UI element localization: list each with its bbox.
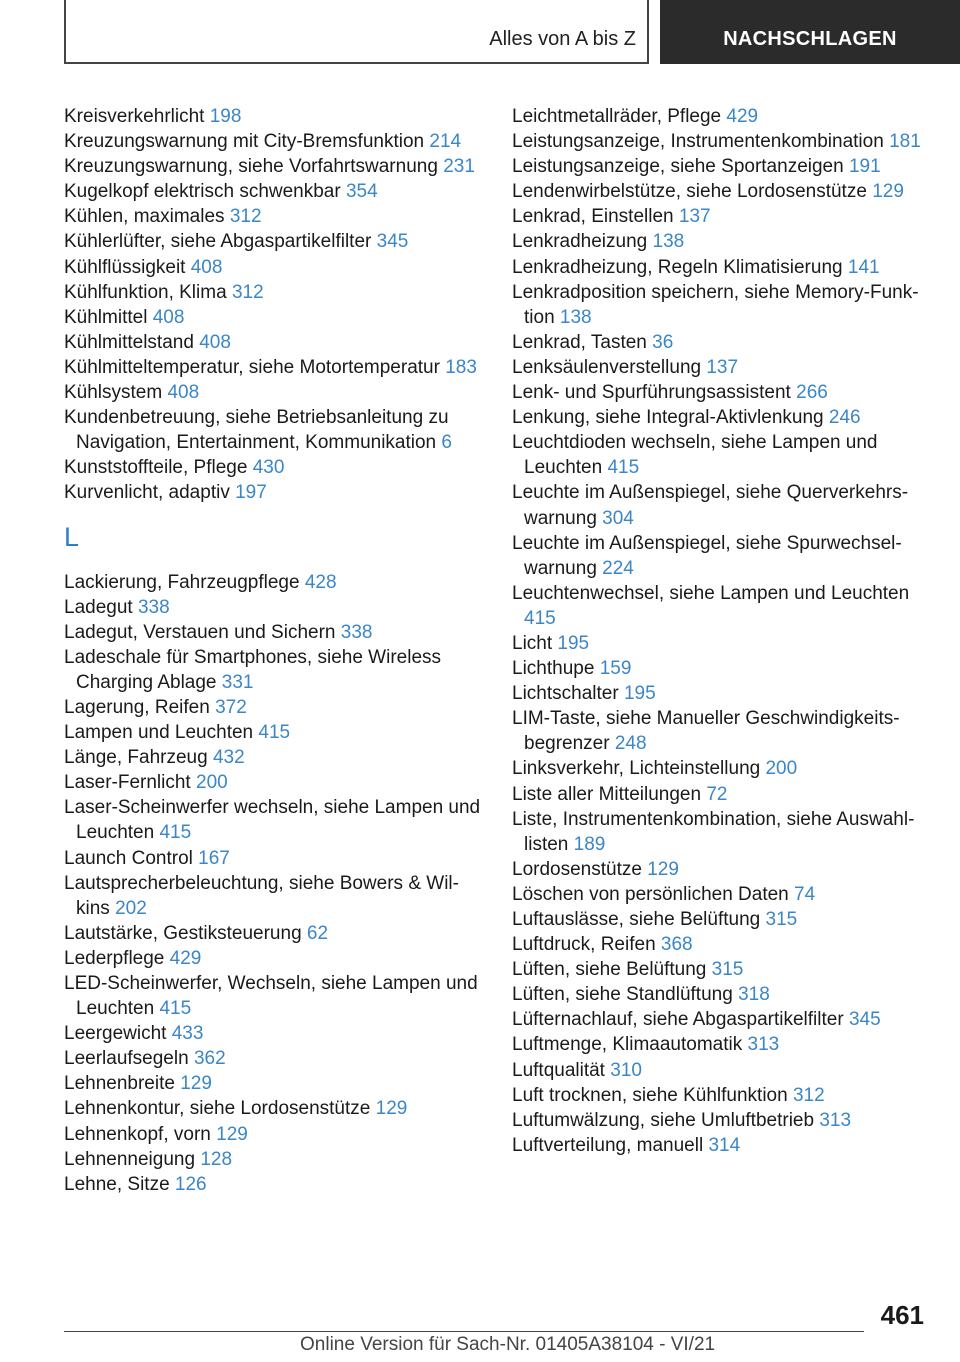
index-page-link[interactable]: 137 (706, 356, 739, 378)
index-entry (512, 255, 932, 280)
index-entry-term: Lampen und Leuchten (64, 722, 254, 744)
index-page-link[interactable]: 312 (792, 1084, 825, 1106)
index-entry (64, 204, 484, 229)
index-page-link[interactable]: 429 (726, 106, 759, 127)
index-page-link[interactable]: 246 (828, 407, 861, 429)
index-page-link[interactable]: 354 (345, 181, 378, 203)
index-entry-term: Kurvenlicht, adaptiv (64, 482, 230, 504)
index-page-link[interactable]: 128 (200, 1148, 233, 1170)
index-entry-term: Lehne, Sitze (64, 1173, 170, 1195)
index-entry (512, 782, 932, 807)
index-entry (64, 154, 484, 179)
index-page-link[interactable]: 202 (115, 897, 147, 919)
index-entry-term: Kreuzungswarnung, siehe Vorfahrtswarnung (64, 156, 438, 178)
index-page-link[interactable]: 167 (198, 847, 230, 869)
index-entry (512, 229, 932, 254)
index-entry-term: Leuchtdioden wechseln, siehe Lampen und Leuchten (512, 432, 878, 479)
index-entry-term: Kühlerlüfter, siehe Abgaspartikelfilter (64, 231, 372, 253)
index-entry (512, 982, 932, 1007)
index-page-link[interactable]: 72 (706, 783, 728, 805)
footer-rule (64, 1331, 864, 1332)
index-page-link[interactable]: 408 (190, 256, 223, 278)
index-page-link[interactable]: 331 (221, 671, 254, 693)
index-page-link[interactable]: 214 (429, 131, 462, 153)
index-entry (64, 871, 484, 921)
index-entry-term: Kühlsystem (64, 382, 163, 404)
index-entry-term: Lenkradheizung (512, 231, 648, 253)
index-entry (64, 745, 484, 770)
index-page-link[interactable]: 310 (610, 1059, 642, 1081)
index-page-link[interactable]: 415 (607, 457, 640, 479)
index-entry-term: Lehnenkopf, vorn (64, 1123, 211, 1145)
index-entry (512, 129, 932, 154)
section-title: Alles von A bis Z (489, 28, 636, 50)
index-column-left (64, 104, 484, 1197)
index-page-link[interactable]: 200 (196, 772, 228, 794)
index-entry (64, 405, 484, 455)
online-version-note: Online Version für Sach-Nr. 01405A38104 - VI/21 (300, 1334, 716, 1355)
index-entry (512, 1032, 932, 1057)
index-entry-term: Lendenwirbelstütze, siehe Lordosenstütze (512, 181, 867, 203)
index-entry-term: Licht (512, 632, 553, 654)
index-entry (64, 229, 484, 254)
index-page-link[interactable]: 408 (199, 331, 231, 353)
index-entry (512, 1133, 932, 1158)
index-entry-term: LIM-Taste, siehe Manueller Geschwindigkeitsbegrenzer (512, 708, 900, 755)
index-entry (64, 255, 484, 280)
index-entry-term: Leistungsanzeige, Instrumentenkombination (512, 131, 884, 153)
index-entry-term: Luftqualität (512, 1059, 605, 1081)
index-page-link[interactable]: 6 (441, 432, 452, 454)
index-entry (64, 595, 484, 620)
index-entry (64, 129, 484, 154)
index-entry-term: Lenk- und Spurführungsassistent (512, 382, 791, 404)
index-entry (512, 1108, 932, 1133)
chapter-tab-label: NACHSCHLAGEN (723, 27, 897, 50)
index-page-link[interactable]: 266 (796, 382, 828, 404)
index-entry (512, 531, 932, 581)
index-entry (64, 645, 484, 695)
index-page-link[interactable]: 248 (614, 733, 647, 755)
index-page-link[interactable]: 189 (573, 833, 606, 855)
index-page-link[interactable]: 191 (848, 156, 881, 178)
index-entry (512, 756, 932, 781)
index-entry (64, 1096, 484, 1121)
index-entry (64, 330, 484, 355)
index-entry (64, 971, 484, 1021)
index-entry-term: Lagerung, Reifen (64, 696, 210, 718)
index-page-link[interactable]: 138 (652, 231, 685, 253)
index-page-link[interactable]: 428 (304, 571, 337, 593)
index-entry (512, 204, 932, 229)
index-page-link[interactable]: 304 (602, 507, 634, 529)
index-page-link[interactable]: 368 (660, 934, 693, 956)
index-entry (64, 1021, 484, 1046)
header-rule-bottom (64, 62, 649, 64)
index-entry-term: Luftverteilung, manuell (512, 1134, 704, 1156)
index-entry-term: Kühlflüssigkeit (64, 256, 186, 278)
index-entry (64, 946, 484, 971)
index-entry (64, 720, 484, 745)
index-entry (512, 882, 932, 907)
index-page-link[interactable]: 315 (711, 959, 744, 981)
index-page-link[interactable]: 408 (152, 306, 185, 328)
index-entry-term: Lichthupe (512, 658, 595, 680)
index-page-link[interactable]: 362 (193, 1048, 226, 1070)
index-page-link[interactable]: 129 (375, 1098, 408, 1120)
index-entry-term: Kühlen, maximales (64, 206, 225, 228)
index-page-link[interactable]: 415 (159, 998, 192, 1020)
index-entry (64, 695, 484, 720)
index-entry-term: Lenkradheizung, Regeln Klimatisierung (512, 256, 843, 278)
index-entry-term: Leuchtenwechsel, siehe Lampen und Leuchten (512, 582, 910, 604)
index-entry-term: Kunststoffteile, Pflege (64, 457, 248, 479)
index-entry (64, 846, 484, 871)
index-entry-term: Kühlmittelstand (64, 331, 194, 353)
index-entry (64, 1172, 484, 1197)
index-entry-term: Kundenbetreuung, siehe Betriebsanleitung zu Navigation, Entertainment, Kommunikation (64, 407, 449, 454)
index-page-link[interactable]: 74 (794, 883, 816, 905)
index-page-link[interactable]: 126 (174, 1173, 207, 1195)
index-entry-term: Luft trocknen, siehe Kühlfunktion (512, 1084, 788, 1106)
index-entry (512, 330, 932, 355)
index-entry (512, 355, 932, 380)
index-page-link[interactable]: 129 (872, 181, 904, 203)
index-entry-term: Kreuzungswarnung mit City-Bremsfunktion (64, 131, 425, 153)
index-entry-term: Leerlaufsegeln (64, 1048, 189, 1070)
index-letter-heading: L (64, 521, 80, 552)
index-page-link[interactable]: 408 (167, 382, 200, 404)
index-page-link[interactable]: 315 (765, 909, 798, 930)
index-entry-term: Lenkrad, Einstellen (512, 206, 674, 228)
index-entry-term: Ladeschale für Smartphones, siehe Wireless Charging Ablage (64, 646, 442, 693)
index-entry (512, 706, 932, 756)
index-entry (64, 921, 484, 946)
index-entry-term: Lederpflege (64, 947, 165, 969)
index-page-link[interactable]: 345 (848, 1009, 881, 1031)
index-entry-term: Lehnenbreite (64, 1073, 175, 1095)
index-page-link[interactable]: 137 (678, 206, 711, 228)
index-page-link[interactable]: 195 (557, 632, 590, 654)
index-entry-term: Löschen von persönlichen Daten (512, 883, 789, 905)
index-page-link[interactable]: 415 (159, 822, 192, 844)
index-entry (64, 1147, 484, 1172)
index-entry-term: Launch Control (64, 847, 193, 869)
index-entry-term: Lenkradposition speichern, siehe Memory-Funktion (512, 281, 919, 328)
index-entry-term: Kühlmitteltemperatur, siehe Motortemperatur (64, 356, 440, 378)
index-entry (64, 1122, 484, 1147)
index-page-link[interactable]: 231 (443, 156, 475, 178)
index-entry (512, 280, 932, 330)
index-entry-term: Luftdruck, Reifen (512, 934, 656, 956)
chapter-tab[interactable] (660, 0, 960, 64)
index-page-link[interactable]: 415 (524, 607, 556, 629)
index-entry-term: Lichtschalter (512, 683, 619, 705)
index-entry-term: Kühlfunktion, Klima (64, 281, 227, 303)
index-page-link[interactable]: 195 (623, 683, 656, 705)
index-entry (64, 1071, 484, 1096)
index-entry (512, 104, 932, 129)
index-entry (64, 179, 484, 204)
index-page-link[interactable]: 313 (747, 1034, 780, 1056)
index-entry (512, 430, 932, 480)
index-entry (512, 907, 932, 932)
index-entry-term: Ladegut, Verstauen und Sichern (64, 621, 336, 643)
index-entry (512, 154, 932, 179)
index-entry-term: Lenkung, siehe Integral-Aktivlenkung (512, 407, 824, 429)
index-entry-term: Lüften, siehe Belüftung (512, 959, 707, 981)
index-entry-term: Laser-Scheinwerfer wechseln, siehe Lampen und Leuchten (64, 797, 481, 844)
index-entry-term: Kreisverkehrlicht (64, 106, 205, 127)
index-entry-term: Leichtmetallräder, Pflege (512, 106, 722, 127)
index-entry-term: LED-Scheinwerfer, Wechseln, siehe Lampen und Leuchten (64, 973, 478, 1020)
index-entry (64, 570, 484, 595)
index-entry-term: Leistungsanzeige, siehe Sportanzeigen (512, 156, 844, 178)
index-entry (512, 1007, 932, 1032)
index-entry-term: Ladegut (64, 596, 133, 618)
index-entry (512, 807, 932, 857)
index-entry (512, 1083, 932, 1108)
index-entry (512, 179, 932, 204)
index-entry (64, 380, 484, 405)
index-entry-term: Leuchte im Außenspiegel, siehe Querverkehrswarnung (512, 482, 909, 529)
index-entry (64, 355, 484, 380)
index-entry-term: Lüfternachlauf, siehe Abgaspartikelfilter (512, 1009, 844, 1031)
index-entry-term: Linksverkehr, Lichteinstellung (512, 758, 761, 780)
index-entry-term: Lautsprecherbeleuchtung, siehe Bowers & Wilkins (64, 872, 459, 919)
index-entry (512, 857, 932, 882)
index-entry (64, 1046, 484, 1071)
index-entry (64, 795, 484, 845)
page-number: 461 (880, 1300, 924, 1330)
index-entry (64, 620, 484, 645)
index-page-link[interactable]: 372 (215, 696, 247, 718)
index-entry-term: Länge, Fahrzeug (64, 747, 208, 769)
index-entry-term: Lehnenneigung (64, 1148, 196, 1170)
index-column-right (512, 104, 932, 1158)
index-entry (512, 480, 932, 530)
index-entry (64, 104, 484, 129)
index-page-link[interactable]: 338 (137, 596, 170, 618)
index-entry-term: Luftauslässe, siehe Belüftung (512, 909, 761, 930)
index-entry (64, 480, 484, 505)
index-page-link[interactable]: 345 (376, 231, 409, 253)
index-page-link[interactable]: 62 (306, 922, 329, 944)
index-page-link[interactable]: 200 (765, 758, 798, 780)
index-page-link[interactable]: 312 (231, 281, 264, 303)
index-entry (512, 380, 932, 405)
index-page-link[interactable]: 224 (602, 557, 634, 579)
index-page-link[interactable]: 129 (647, 858, 679, 880)
index-entry-term: Lüften, siehe Standlüftung (512, 984, 733, 1006)
index-page-link[interactable]: 141 (847, 256, 880, 278)
index-entry-term: Lehnenkontur, siehe Lordosenstütze (64, 1098, 371, 1120)
index-entry-term: Lenkrad, Tasten (512, 331, 647, 353)
index-page-link[interactable]: 181 (889, 131, 921, 153)
index-entry-term: Leuchte im Außenspiegel, siehe Spurwechselwarnung (512, 532, 902, 579)
index-page-link[interactable]: 415 (258, 722, 291, 744)
index-entry-term: Kühlmittel (64, 306, 148, 328)
index-entry-term: Luftumwälzung, siehe Umluftbetrieb (512, 1109, 815, 1131)
index-page-link[interactable]: 313 (819, 1109, 852, 1131)
index-page-link[interactable]: 129 (180, 1073, 212, 1095)
index-page-link[interactable]: 198 (209, 106, 242, 127)
header-rule-divider (647, 0, 649, 64)
index-entry (512, 1058, 932, 1083)
index-entry (512, 581, 932, 631)
index-page-link[interactable]: 338 (340, 621, 373, 643)
index-entry-term: Liste, Instrumentenkombination, siehe Auswahllisten (512, 808, 915, 855)
index-entry (64, 305, 484, 330)
index-page-link[interactable]: 312 (229, 206, 262, 228)
index-entry (512, 681, 932, 706)
index-page-link[interactable]: 429 (169, 947, 202, 969)
index-page-link[interactable]: 129 (216, 1123, 248, 1145)
index-page-link[interactable]: 433 (171, 1023, 204, 1045)
index-entry-term: Lenksäulenverstellung (512, 356, 702, 378)
index-entry (512, 932, 932, 957)
index-page-link[interactable]: 138 (559, 306, 592, 328)
index-entry-term: Kugelkopf elektrisch schwenkbar (64, 181, 341, 203)
index-entry (64, 280, 484, 305)
index-entry (512, 631, 932, 656)
index-page-link[interactable]: 36 (652, 331, 674, 353)
index-entry-term: Leergewicht (64, 1023, 167, 1045)
index-entry (512, 405, 932, 430)
index-page-link[interactable]: 314 (708, 1134, 741, 1156)
index-entry (512, 957, 932, 982)
index-entry-term: Lordosenstütze (512, 858, 642, 880)
index-entry-term: Luftmenge, Klimaautomatik (512, 1034, 743, 1056)
index-entry (64, 455, 484, 480)
index-page-link[interactable]: 432 (212, 747, 245, 769)
index-entry-term: Liste aller Mitteilungen (512, 783, 702, 805)
index-entry-term: Lackierung, Fahrzeugpflege (64, 571, 300, 593)
index-entry-term: Lautstärke, Gestiksteuerung (64, 922, 302, 944)
index-page-link[interactable]: 430 (252, 457, 285, 479)
index-page-link[interactable]: 159 (599, 658, 632, 680)
index-page-link[interactable]: 197 (235, 482, 267, 504)
index-entry (512, 656, 932, 681)
index-entry (64, 770, 484, 795)
index-entry-term: Laser-Fernlicht (64, 772, 191, 794)
index-page-link[interactable]: 318 (738, 984, 770, 1006)
index-page-link[interactable]: 183 (445, 356, 477, 378)
